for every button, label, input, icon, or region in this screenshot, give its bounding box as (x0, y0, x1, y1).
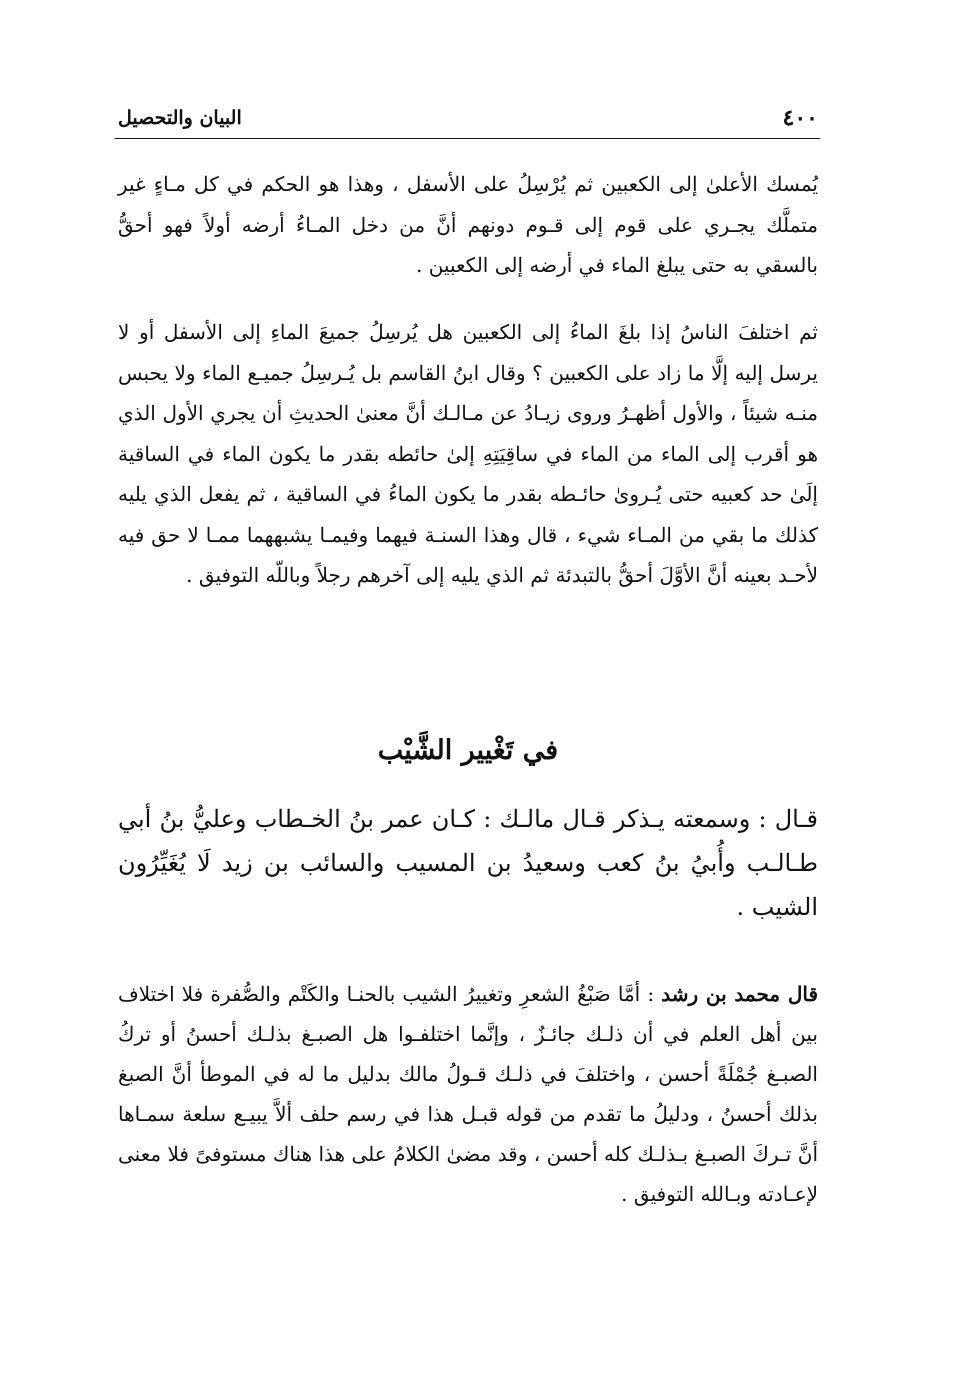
running-title: البيان والتحصيل (118, 107, 242, 129)
header-divider (115, 138, 820, 139)
commentary-text: : أمَّا صَبْغُ الشعرِ وتغييرُ الشيب بالحنـا والكَتْم والصُّفرة فلا اختلاف بين أهل العلم في أن ذلـك جائـزٌ ، وإنَّما اختلفـوا هل الصبـغ بذلـك أحسنُ أو تركُ الصبـغ جُمْلَةً أحسن ، واختلفَ في ذلـك قـولُ مالك بدليل ما له في الموطأ أنَّ الصبغ بذلك أحسنُ ، ودليلُ ما تقدم من قوله قبـل هذا في رسم حلف ألاَّ يبيـع سلعة سمـاها أنَّ تـركَ الصبـغ بـذلـك كله أحسن ، وقد مضىٰ الكلامُ على هذا هناك مستوفىً فلا معنى لإعـادته وبـالله التوفيق . (118, 982, 818, 1206)
page-number: ٤٠٠ (782, 105, 818, 131)
commentary-paragraph (118, 974, 818, 1214)
body-paragraph-1: يُمسك الأعلىٰ إلى الكعبين ثم يُرْسِلُ على الأسفل ، وهذا هو الحكم في كل مـاءٍ غير متملَّك يجـري على قوم إلى قـوم دونهم أنَّ من دخل المـاءُ أرضه أولاً فهو أحقُّ بالسقي به حتى يبلغ الماء في أرضه إلى الكعبين . (118, 172, 818, 277)
body-paragraph-2: ثم اختلفَ الناسُ إذا بلغَ الماءُ إلى الكعبين هل يُرسِلُ جميعَ الماءِ إلى الأسفل أو لا يرسل إليه إلَّا ما زاد على الكعبين ؟ وقال ابنُ القاسم بل يُـرسِلُ جميـع الماء ولا يحبس منـه شيئاً ، والأول أظهـرُ وروى زيـادُ عن مـالـك أنَّ معنىٰ الحديثِ أن يجري الأول الذي هو أقرب إلى الماء من الماء في ساقِيَتِهِ إلىٰ حائطه بقدر ما يكون الماء في الساقية إلَىٰ حد كعبيه حتى يُـروىٰ حائـطه بقدر ما يكون الماءُ في الساقية ، ثم يفعل الذي يليه كذلك ما بقي من المـاء شيء ، قال وهذا السنـة فيهما وفيمـا يشبههما ممـا لا حق فيه لأحـد بعينه أنَّ الأوَّلَ أحقُّ بالتبدئة ثم الذي يليه إلى آخرهم رجلاً وباللّه التوفيق . (118, 320, 818, 587)
quoted-narration: قـال : وسمعته يـذكر قـال مالـك : كـان عمر بنُ الخـطاب وعليُّ بنُ أبي طـالـب وأُبيُ بنُ كعب وسعيدُ بن المسيب والسائب بن زيد لَا يُغَيِّرُون الشيب . (118, 805, 818, 921)
page-header (118, 98, 818, 138)
section-heading: في تَغْيير الشَّيْب (377, 735, 559, 766)
commentator-name: قال محمد بن رشد (661, 982, 819, 1006)
